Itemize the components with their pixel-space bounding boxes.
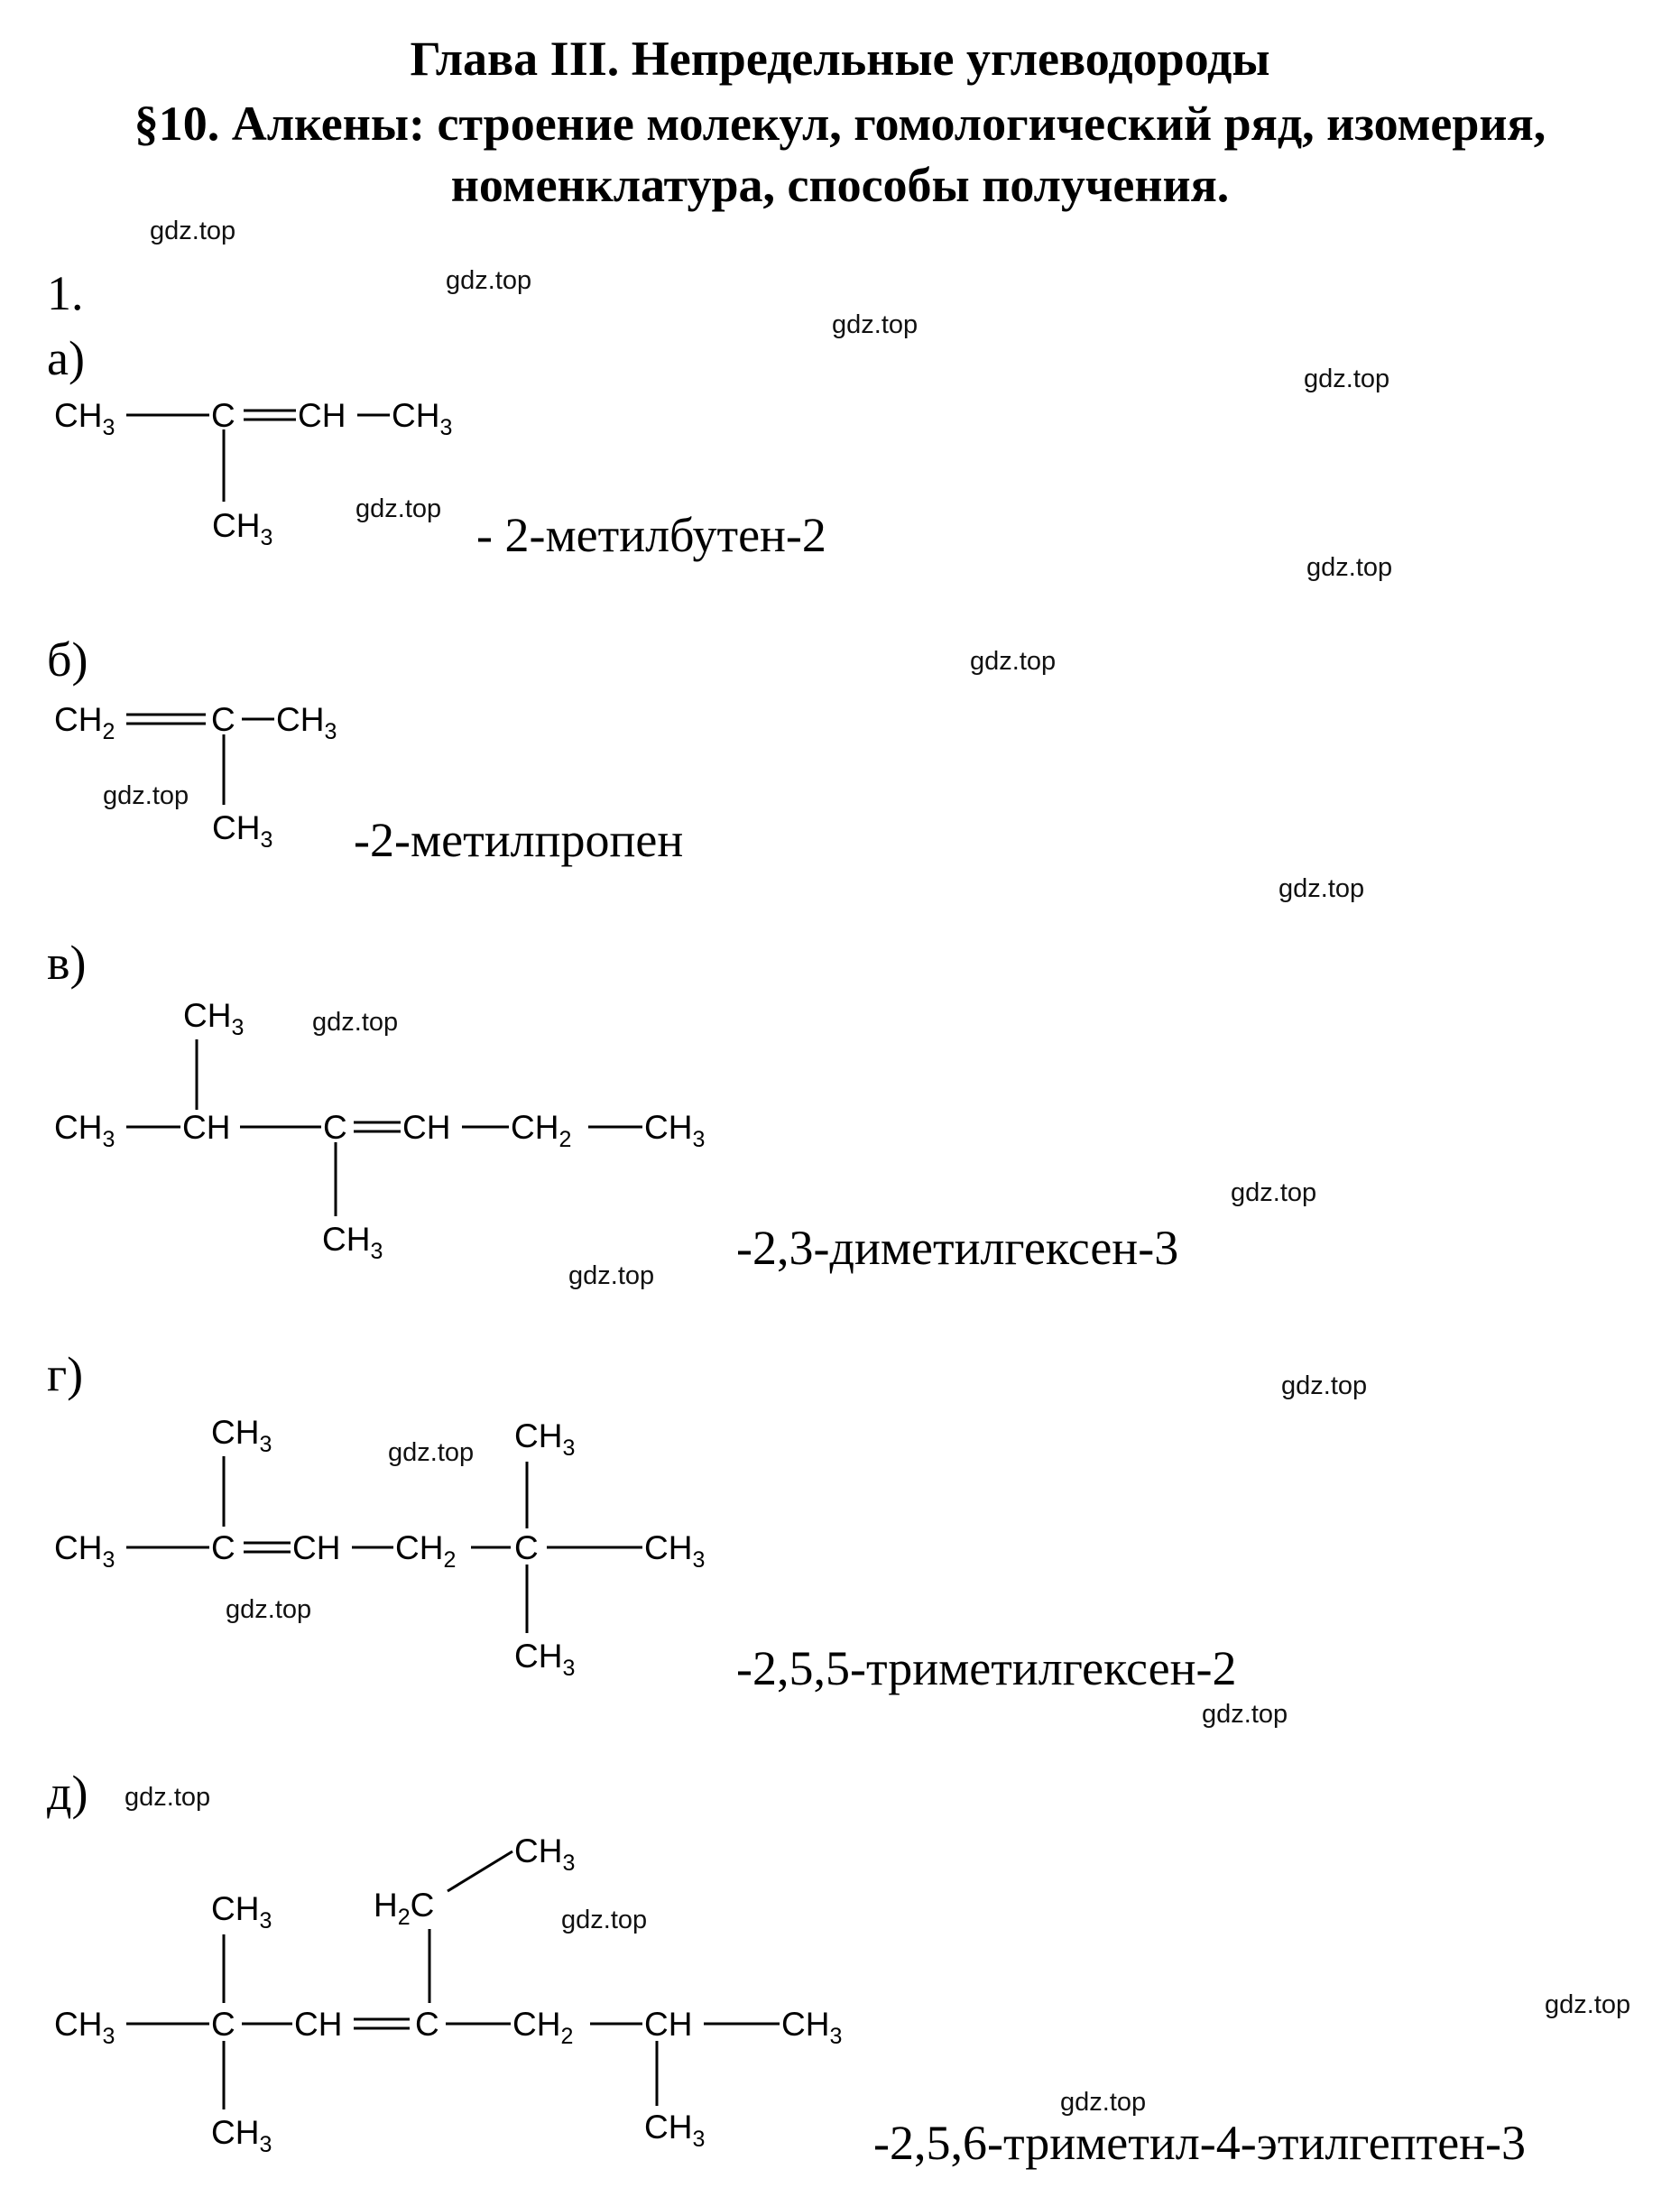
atom-group-label: $CH_3$ xyxy=(54,397,115,440)
atom-group-label: $CH_3$ xyxy=(54,1529,115,1573)
watermark: gdz.top xyxy=(970,647,1057,676)
item-label-b: б) xyxy=(47,632,88,687)
item-label-a: а) xyxy=(47,331,85,385)
atom-group-label: $CH_3$ xyxy=(54,2006,115,2049)
watermark: gdz.top xyxy=(1304,365,1390,393)
atom-group-label: $CH_3$ xyxy=(781,2006,843,2049)
atom-group-label: $CH_3$ xyxy=(276,701,337,744)
atom-group-label: $H_2C$ xyxy=(374,1887,435,1930)
atom-group-label: $CH_3$ xyxy=(322,1221,383,1264)
atom-group-label: $CH_3$ xyxy=(211,1890,272,1934)
single-bond xyxy=(448,1851,512,1891)
atom-group-label: $CH_3$ xyxy=(644,2109,706,2152)
watermark: gdz.top xyxy=(561,1906,648,1934)
atom-group-label: $CH_3$ xyxy=(514,1638,576,1681)
watermark: gdz.top xyxy=(446,266,532,295)
watermark: gdz.top xyxy=(1306,553,1393,582)
atom-group-label: C xyxy=(211,397,235,434)
watermark: gdz.top xyxy=(1545,1990,1631,2019)
watermark: gdz.top xyxy=(355,494,442,523)
atom-group-label: CH xyxy=(182,1109,231,1146)
atom-group-label: CH xyxy=(292,1529,341,1566)
watermark: gdz.top xyxy=(1278,874,1365,903)
atom-group-label: $CH_3$ xyxy=(212,809,273,853)
atom-group-label: C xyxy=(211,1529,235,1566)
atom-group-label: $CH_3$ xyxy=(212,507,273,550)
atom-group-label: $CH_3$ xyxy=(514,1832,576,1876)
compound-name-b: -2-метилпропен xyxy=(354,813,684,867)
atom-group-label: C xyxy=(211,2006,235,2043)
atom-group-label: $CH_2$ xyxy=(54,701,115,744)
watermark: gdz.top xyxy=(388,1438,475,1467)
chapter-title: Глава III. Непредельные углеводороды xyxy=(410,32,1270,86)
atom-group-label: C xyxy=(211,701,235,738)
atom-group-label: CH xyxy=(298,397,346,434)
section-title-line2: номенклатура, способы получения. xyxy=(450,158,1230,212)
atom-group-label: $CH_3$ xyxy=(183,997,245,1040)
watermark: gdz.top xyxy=(1202,1700,1288,1729)
watermark: gdz.top xyxy=(568,1261,655,1290)
watermark: gdz.top xyxy=(226,1595,312,1624)
atom-group-label: $CH_3$ xyxy=(54,1109,115,1152)
watermark: gdz.top xyxy=(1060,2088,1147,2117)
compound-name-v: -2,3-диметилгексен-3 xyxy=(736,1221,1179,1275)
item-label-g: г) xyxy=(47,1347,84,1401)
watermark: gdz.top xyxy=(1281,1371,1368,1400)
atom-group-label: $CH_3$ xyxy=(392,397,453,440)
compound-name-d: -2,5,6-триметил-4-этилгептен-3 xyxy=(873,2116,1527,2170)
atom-group-label: C xyxy=(514,1529,539,1566)
watermark: gdz.top xyxy=(1231,1178,1317,1207)
task-number: 1. xyxy=(47,266,84,320)
atom-group-label: C xyxy=(323,1109,347,1146)
atom-group-label: CH xyxy=(402,1109,451,1146)
atom-group-label: $CH_2$ xyxy=(511,1109,572,1152)
item-label-d: д) xyxy=(47,1766,88,1820)
section-title-line1: §10. Алкены: строение молекул, гомологический ряд, изомерия, xyxy=(134,97,1546,151)
watermark: gdz.top xyxy=(312,1008,399,1037)
compound-name-g: -2,5,5-триметилгексен-2 xyxy=(736,1641,1237,1695)
atom-group-label: C xyxy=(415,2006,439,2043)
item-label-v: в) xyxy=(47,936,87,990)
compound-name-a: - 2-метилбутен-2 xyxy=(476,508,826,562)
atom-group-label: $CH_3$ xyxy=(644,1109,706,1152)
atom-group-label: CH xyxy=(644,2006,693,2043)
atom-group-label: $CH_3$ xyxy=(644,1529,706,1573)
atom-group-label: $CH_3$ xyxy=(211,1414,272,1457)
watermark: gdz.top xyxy=(832,310,918,339)
atom-group-label: $CH_3$ xyxy=(211,2114,272,2157)
watermark: gdz.top xyxy=(125,1783,211,1812)
atom-group-label: $CH_2$ xyxy=(512,2006,574,2049)
atom-group-label: $CH_2$ xyxy=(395,1529,457,1573)
watermark: gdz.top xyxy=(103,781,189,810)
atom-group-label: $CH_3$ xyxy=(514,1417,576,1461)
watermark: gdz.top xyxy=(150,217,236,245)
atom-group-label: CH xyxy=(294,2006,343,2043)
